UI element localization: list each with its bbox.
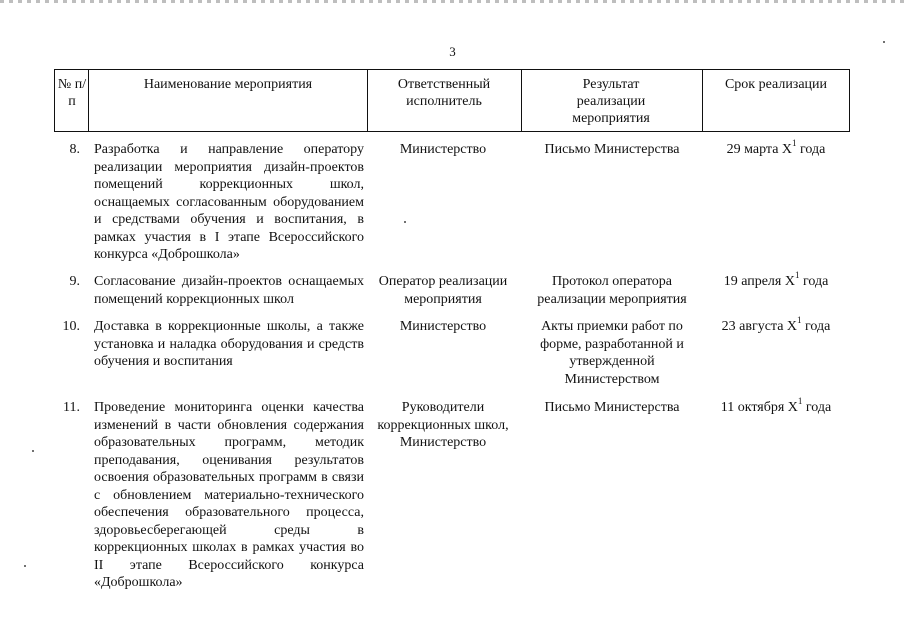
- row-activity-name: Разработка и направление оператору реализации мероприятия дизайн-проектов помещений коррекционных школ, оснащаемых согласованным оборудованием и средствами обучения и воспитания, в рамках участия в I этапе Всероссийского конкурса «Доброшкола»: [94, 142, 364, 262]
- scan-speck: [404, 221, 406, 223]
- header-term: Срок реализации: [724, 77, 828, 92]
- column-divider: [702, 69, 703, 132]
- column-divider: [521, 69, 522, 132]
- row-term: 11 октября $Х^1$ года: [720, 396, 832, 415]
- row-activity-name: Проведение мониторинга оценки качества изменений в части обновления содержания образовательных программ, методик преподавания, оценивания результатов освоения образовательных программ в связи с обновлением материально-технического обеспечения образовательного процесса, здоровьесберегающей среды в коррекционных школах в рамках участия во II этапе Всероссийского конкурса «Доброшкола»: [94, 400, 364, 590]
- header-responsible: Ответственный исполнитель: [397, 77, 491, 109]
- row-number: 11.: [63, 400, 80, 415]
- header-result: Результат реализации мероприятия: [572, 77, 650, 126]
- row-responsible: Министерство: [399, 319, 487, 334]
- scan-speck: [883, 41, 885, 43]
- scan-edge-artifact: [0, 0, 905, 3]
- scan-speck: [32, 450, 34, 452]
- row-responsible: Оператор реализации мероприятия: [378, 274, 508, 307]
- row-number: 9.: [69, 274, 80, 289]
- row-activity-name: Доставка в коррекционные школы, а также установка и наладка оборудования и средств обучения и воспитания: [94, 319, 364, 369]
- row-number: 8.: [69, 142, 80, 157]
- row-result: Письмо Министерства: [544, 400, 680, 415]
- column-divider: [367, 69, 368, 132]
- header-num: № п/п: [57, 77, 87, 109]
- header-name: Наименование мероприятия: [143, 77, 313, 92]
- row-result: Письмо Министерства: [544, 142, 680, 157]
- row-responsible: Руководители коррекционных школ, Министерство: [377, 400, 509, 450]
- row-term: 23 августа $Х^1$ года: [721, 315, 831, 334]
- row-result: Акты приемки работ по форме, разработанной и утвержденной Министерством: [540, 319, 684, 387]
- row-activity-name: Согласование дизайн-проектов оснащаемых помещений коррекционных школ: [94, 274, 364, 307]
- row-responsible: Министерство: [399, 142, 487, 157]
- page-number: 3: [449, 44, 456, 59]
- scan-speck: [24, 565, 26, 567]
- row-term: 29 марта $Х^1$ года: [726, 138, 826, 157]
- row-number: 10.: [62, 319, 80, 334]
- row-result: Протокол оператора реализации мероприятия: [537, 274, 687, 307]
- column-divider: [88, 69, 89, 132]
- row-term: 19 апреля $Х^1$ года: [723, 270, 829, 289]
